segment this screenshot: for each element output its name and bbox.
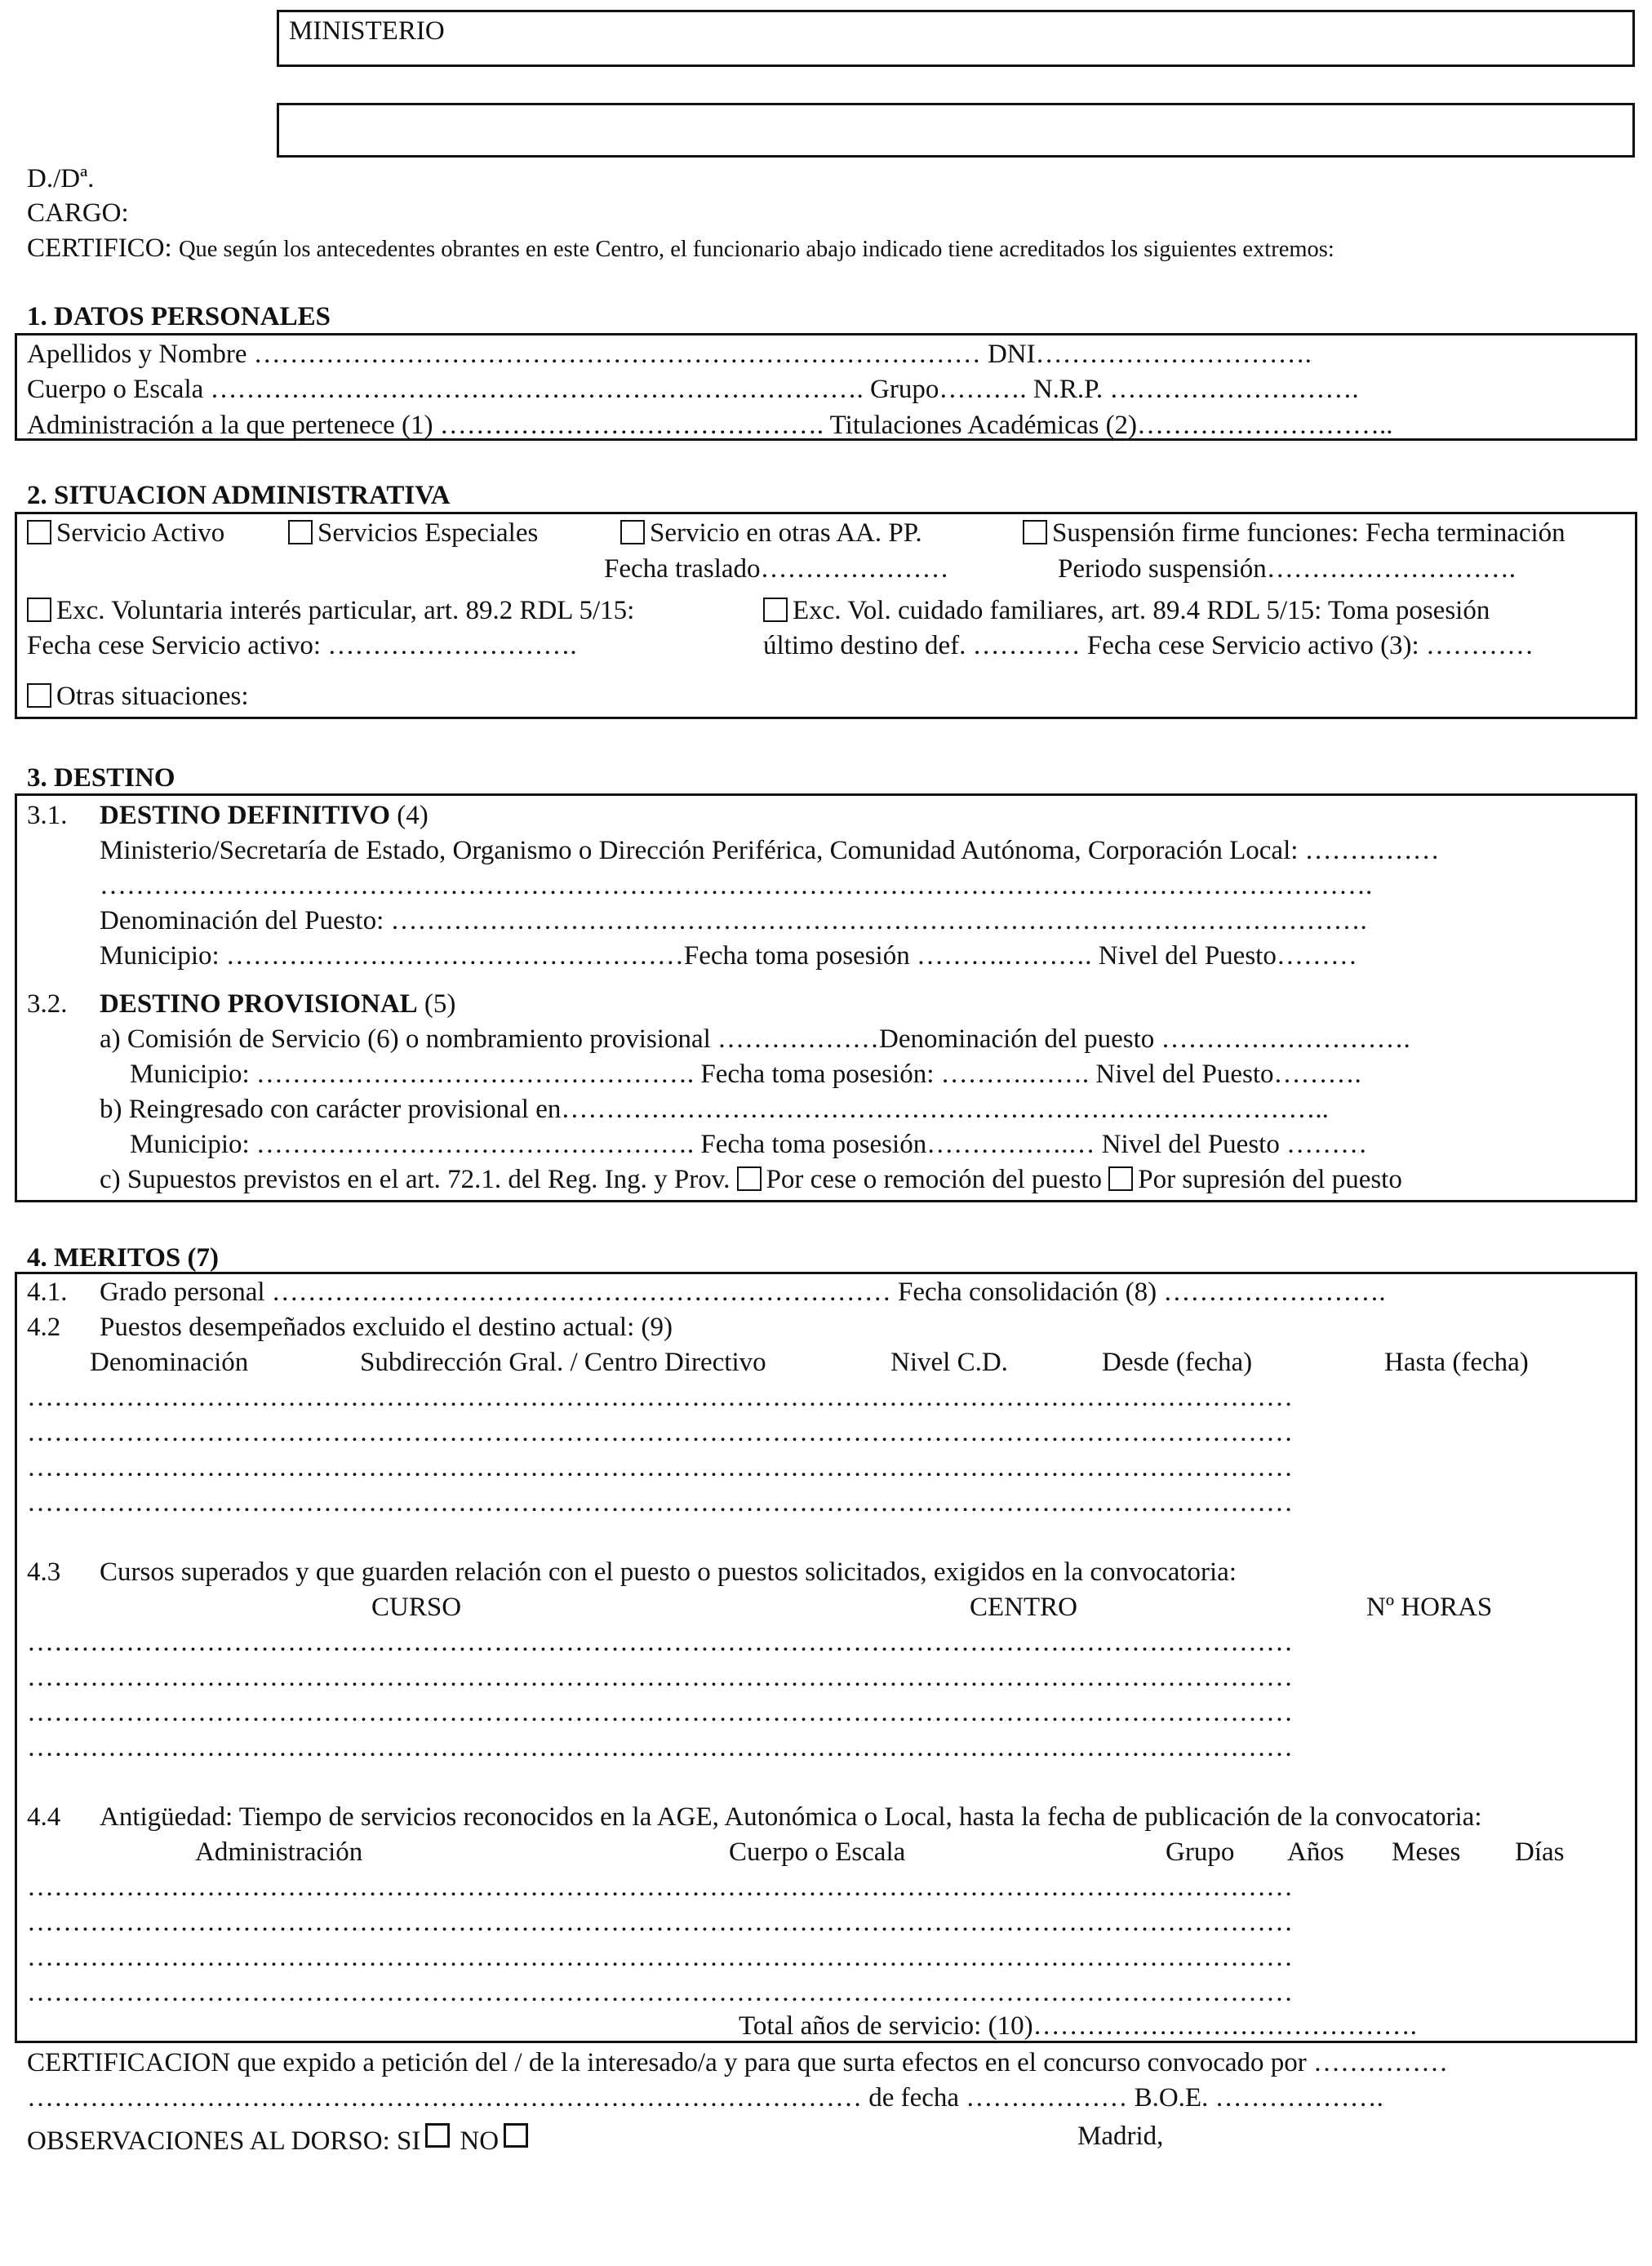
col-hasta: Hasta (fecha) [1384,1348,1529,1377]
cursos-row-1[interactable]: …………………………………………………………………………………………………………………………… [27,1628,1293,1657]
fecha-boe-line[interactable]: ………………………………………………………………………………… de fecha ……………… B.O.E. ………………. [27,2083,1383,2113]
opt-label: Exc. Vol. cuidado familiares, art. 89.4 RDL 5/15: Toma posesión [793,596,1490,625]
checkbox[interactable] [620,520,645,544]
grado-personal[interactable]: Grado personal …………………………………………………………… Fecha consolidación (8) ……………………. [100,1277,1386,1307]
madrid-label: Madrid, [1077,2122,1164,2151]
n42: 4.2 [27,1313,61,1342]
section-3-title: 3. DESTINO [27,763,175,793]
def-title: DESTINO DEFINITIVO [100,801,391,830]
denominacion-puesto[interactable]: Denominación del Puesto: ………………………………………………………………………………………………. [100,906,1367,935]
col-denominacion: Denominación [90,1348,249,1377]
antiguedad-row-2[interactable]: …………………………………………………………………………………………………………………………… [27,1908,1293,1937]
fecha-traslado[interactable]: Fecha traslado………………… [604,554,949,584]
n32: 3.2. [27,989,68,1019]
certifico-text: Que según los antecedentes obrantes en este Centro, el funcionario abajo indicado tiene acreditados los siguientes extremos: [178,237,1334,262]
col-grupo: Grupo [1166,1837,1235,1867]
prov-title: DESTINO PROVISIONAL [100,989,418,1019]
col-anos: Años [1287,1837,1344,1867]
antiguedad-row-3[interactable]: …………………………………………………………………………………………………………………………… [27,1943,1293,1972]
prov-note: (5) [417,989,456,1019]
n43: 4.3 [27,1557,61,1587]
antiguedad-row-4[interactable]: …………………………………………………………………………………………………………………………… [27,1978,1293,2007]
checkbox-si[interactable] [425,2123,450,2148]
comision-municipio[interactable]: Municipio: …………………………………………. Fecha toma posesión: ……….……. Nivel del Puesto………. [130,1060,1361,1089]
def-note: (4) [390,801,429,830]
cursos-row-3[interactable]: …………………………………………………………………………………………………………………………… [27,1698,1293,1727]
antiguedad-row-1[interactable]: …………………………………………………………………………………………………………………………… [27,1873,1293,1902]
ministerio-line[interactable]: Ministerio/Secretaría de Estado, Organismo o Dirección Periférica, Comunidad Autónoma, Corporación Local: …………… [100,836,1440,865]
puestos-row-4[interactable]: …………………………………………………………………………………………………………………………… [27,1488,1293,1517]
opt-label: Servicios Especiales [318,518,539,548]
checkbox[interactable] [27,598,51,622]
ministerio-label: MINISTERIO [289,16,445,46]
col-dias: Días [1515,1837,1565,1867]
puestos-row-3[interactable]: …………………………………………………………………………………………………………………………… [27,1453,1293,1482]
col-subdireccion: Subdirección Gral. / Centro Directivo [360,1348,766,1377]
cursos-row-2[interactable]: …………………………………………………………………………………………………………………………… [27,1663,1293,1692]
col-horas: Nº HORAS [1366,1593,1493,1622]
checkbox-cese[interactable] [737,1166,762,1191]
cese-label: Por cese o remoción del puesto [766,1165,1103,1194]
col-nivel: Nivel C.D. [890,1348,1008,1377]
opt-servicios-especiales[interactable] [288,520,538,547]
municipio-definitivo[interactable]: Municipio: ……………………………………………Fecha toma posesión ……….………. Nivel del Puesto……… [100,941,1357,971]
supuestos-text: c) Supuestos previstos en el art. 72.1. del Reg. Ing. y Prov. [100,1165,731,1194]
destino-provisional-title [100,991,455,1018]
datos-line-administracion[interactable]: Administración a la que pertenece (1) ……………………………………. Titulaciones Académicas (2)……………………….. [27,411,1393,440]
checkbox[interactable] [763,598,788,622]
n41: 4.1. [27,1277,68,1307]
col-administracion: Administración [195,1837,363,1867]
opt-otras-situaciones[interactable] [27,683,249,710]
checkbox-no[interactable] [504,2123,528,2148]
opt-label: Suspensión firme funciones: Fecha terminación [1052,518,1565,548]
cursos-superados: Cursos superados y que guarden relación con el puesto o puestos solicitados, exigidos en la convocatoria: [100,1557,1237,1587]
col-curso: CURSO [371,1593,462,1622]
datos-line-nombre[interactable]: Apellidos y Nombre ……………………………………………………………………… DNI…………………………. [27,340,1312,369]
ministerio-subfield[interactable] [277,103,1635,158]
section-4-title: 4. MERITOS (7) [27,1243,219,1273]
col-centro: CENTRO [970,1593,1077,1622]
certifico-label: CERTIFICO: [27,233,172,263]
antiguedad: Antigüedad: Tiempo de servicios reconocidos en la AGE, Autonómica o Local, hasta la fecha de publicación de la convocatoria: [100,1802,1482,1832]
destino-definitivo-title [100,802,429,829]
ministerio-field[interactable] [277,10,1635,67]
checkbox[interactable] [27,683,51,708]
col-cuerpo: Cuerpo o Escala [729,1837,906,1867]
n44: 4.4 [27,1802,61,1832]
ministerio-dots[interactable]: ……………………………………………………………………………………………………………………………. [100,871,1373,900]
cursos-row-4[interactable]: …………………………………………………………………………………………………………………………… [27,1733,1293,1762]
total-anos-servicio[interactable]: Total años de servicio: (10)……………………………………. [739,2011,1417,2041]
checkbox-supresion[interactable] [1108,1166,1133,1191]
supuestos-line [100,1166,1402,1193]
ultimo-destino[interactable]: último destino def. ………… Fecha cese Servicio activo (3): ………… [763,631,1534,660]
cargo-label: CARGO: [27,198,129,228]
periodo-suspension[interactable]: Periodo suspensión………………………. [1058,554,1516,584]
no-label: NO [460,2126,500,2156]
col-meses: Meses [1392,1837,1461,1867]
checkbox[interactable] [1023,520,1047,544]
datos-line-cuerpo[interactable]: Cuerpo o Escala ………………………………………………………………. Grupo………. N.R.P. ………………………. [27,375,1359,404]
opt-label: Otras situaciones: [56,682,249,711]
opt-servicio-activo[interactable] [27,520,224,547]
opt-otras-aapp[interactable] [620,520,922,547]
fecha-cese[interactable]: Fecha cese Servicio activo: ………………………. [27,631,577,660]
puestos-row-1[interactable]: …………………………………………………………………………………………………………………………… [27,1383,1293,1412]
reingresado-line[interactable]: b) Reingresado con carácter provisional en………………………………………………………………………….. [100,1095,1329,1124]
opt-suspension[interactable] [1023,520,1565,547]
n31: 3.1. [27,801,68,830]
observaciones-label: OBSERVACIONES AL DORSO: SI [27,2126,421,2156]
reingresado-municipio[interactable]: Municipio: …………………………………………. Fecha toma posesión…………….… Nivel del Puesto ……… [130,1130,1368,1159]
observaciones-line [27,2123,538,2155]
checkbox[interactable] [27,520,51,544]
opt-exc-cuidado[interactable] [763,598,1490,624]
section-2-title: 2. SITUACION ADMINISTRATIVA [27,481,451,510]
dd-label: D./Dª. [27,164,95,193]
puestos-row-2[interactable]: …………………………………………………………………………………………………………………………… [27,1418,1293,1447]
supresion-label: Por supresión del puesto [1138,1165,1402,1194]
section-1-title: 1. DATOS PERSONALES [27,302,331,331]
comision-line[interactable]: a) Comisión de Servicio (6) o nombramiento provisional ………………Denominación del puesto ………………………. [100,1024,1410,1054]
opt-label: Servicio Activo [56,518,225,548]
certificacion-line: CERTIFICACION que expido a petición del / de la interesado/a y para que surta efectos en el concurso convocado por …………… [27,2048,1449,2077]
opt-label: Exc. Voluntaria interés particular, art. 89.2 RDL 5/15: [56,596,635,625]
col-desde: Desde (fecha) [1102,1348,1253,1377]
certifico-line [27,235,1334,262]
opt-label: Servicio en otras AA. PP. [650,518,922,548]
checkbox[interactable] [288,520,313,544]
opt-exc-voluntaria[interactable] [27,598,634,624]
puestos-desempenados: Puestos desempeñados excluido el destino actual: (9) [100,1313,673,1342]
